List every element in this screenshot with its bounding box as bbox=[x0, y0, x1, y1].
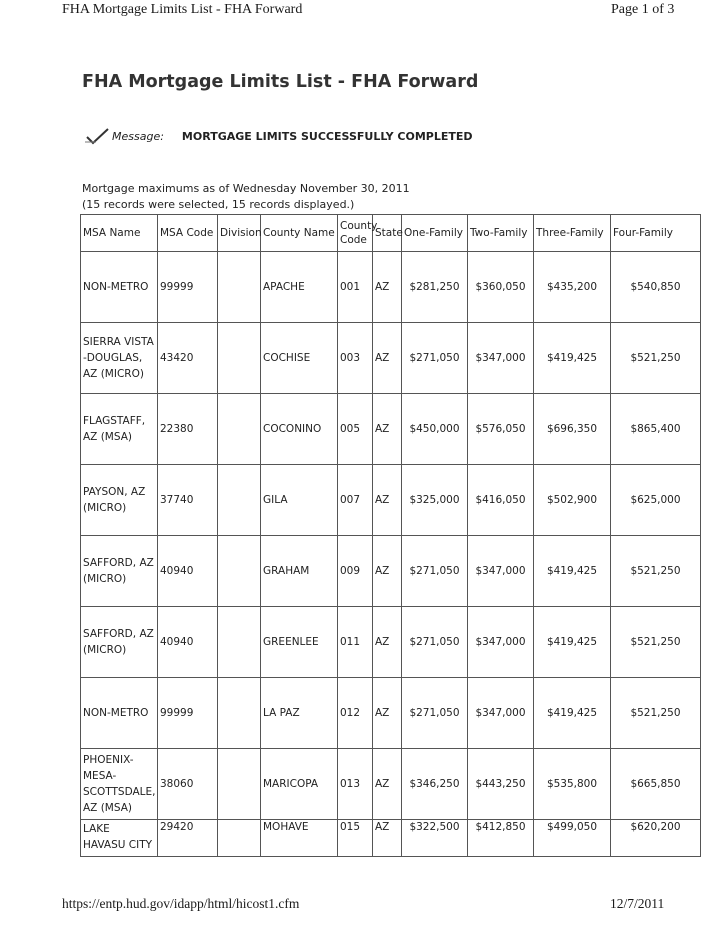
table-header-row bbox=[81, 215, 701, 252]
cell-msa-code: 37740 bbox=[158, 465, 218, 536]
cell-one-family: $271,050 bbox=[402, 607, 468, 678]
limits-table-container bbox=[80, 214, 681, 902]
cell-msa-code: 38060 bbox=[158, 749, 218, 820]
cell-state: AZ bbox=[373, 536, 402, 607]
cell-two-family: $360,050 bbox=[468, 252, 534, 323]
cell-msa-name: SAFFORD, AZ (MICRO) bbox=[81, 536, 158, 607]
cell-one-family: $346,250 bbox=[402, 749, 468, 820]
cell-three-family: $419,425 bbox=[534, 323, 611, 394]
check-icon bbox=[84, 127, 110, 145]
cell-county-name: APACHE bbox=[261, 252, 338, 323]
cell-division bbox=[218, 465, 261, 536]
cell-msa-code: 43420 bbox=[158, 323, 218, 394]
cell-msa-name: LAKE HAVASU CITY bbox=[81, 820, 158, 857]
cell-county-name: COCONINO bbox=[261, 394, 338, 465]
cell-one-family: $322,500 bbox=[402, 820, 468, 857]
cell-msa-code: 22380 bbox=[158, 394, 218, 465]
cell-two-family: $347,000 bbox=[468, 678, 534, 749]
cell-division bbox=[218, 252, 261, 323]
cell-msa-code: 29420 bbox=[158, 820, 218, 857]
status-message bbox=[84, 127, 473, 145]
cell-county-code: 015 bbox=[338, 820, 373, 857]
cell-county-code: 013 bbox=[338, 749, 373, 820]
cell-three-family: $419,425 bbox=[534, 536, 611, 607]
cell-four-family: $540,850 bbox=[611, 252, 701, 323]
page-title: FHA Mortgage Limits List - FHA Forward bbox=[82, 72, 479, 92]
print-header-page: Page 1 of 3 bbox=[611, 2, 675, 17]
as-of-date: Mortgage maximums as of Wednesday November 30, 2011 bbox=[82, 182, 410, 195]
cell-msa-code: 99999 bbox=[158, 252, 218, 323]
cell-county-name: MARICOPA bbox=[261, 749, 338, 820]
footer-url: https://entp.hud.gov/idapp/html/hicost1.cfm bbox=[62, 896, 300, 911]
table-row bbox=[81, 323, 701, 394]
cell-four-family: $521,250 bbox=[611, 536, 701, 607]
cell-four-family: $521,250 bbox=[611, 607, 701, 678]
header-county-name: County Name bbox=[261, 215, 338, 252]
cell-four-family: $521,250 bbox=[611, 678, 701, 749]
cell-four-family: $865,400 bbox=[611, 394, 701, 465]
header-msa-name: MSA Name bbox=[81, 215, 158, 252]
message-text: MORTGAGE LIMITS SUCCESSFULLY COMPLETED bbox=[181, 129, 473, 143]
cell-county-code: 005 bbox=[338, 394, 373, 465]
cell-county-code: 007 bbox=[338, 465, 373, 536]
cell-division bbox=[218, 607, 261, 678]
cell-division bbox=[218, 394, 261, 465]
cell-msa-name: FLAGSTAFF, AZ (MSA) bbox=[81, 394, 158, 465]
cell-state: AZ bbox=[373, 820, 402, 857]
print-header-title: FHA Mortgage Limits List - FHA Forward bbox=[62, 2, 303, 17]
cell-one-family: $325,000 bbox=[402, 465, 468, 536]
cell-one-family: $271,050 bbox=[402, 536, 468, 607]
cell-one-family: $281,250 bbox=[402, 252, 468, 323]
header-one-family: One-Family bbox=[402, 215, 468, 252]
table-row bbox=[81, 607, 701, 678]
footer-date: 12/7/2011 bbox=[610, 896, 665, 911]
cell-division bbox=[218, 820, 261, 857]
cell-state: AZ bbox=[373, 465, 402, 536]
cell-two-family: $412,850 bbox=[468, 820, 534, 857]
cell-division bbox=[218, 536, 261, 607]
table-row bbox=[81, 252, 701, 323]
header-msa-code: MSA Code bbox=[158, 215, 218, 252]
cell-msa-name: NON-METRO bbox=[81, 252, 158, 323]
cell-county-code: 012 bbox=[338, 678, 373, 749]
cell-county-name: COCHISE bbox=[261, 323, 338, 394]
cell-msa-code: 40940 bbox=[158, 536, 218, 607]
cell-one-family: $271,050 bbox=[402, 678, 468, 749]
cell-msa-code: 40940 bbox=[158, 607, 218, 678]
cell-county-code: 003 bbox=[338, 323, 373, 394]
cell-county-name: LA PAZ bbox=[261, 678, 338, 749]
cell-county-name: GREENLEE bbox=[261, 607, 338, 678]
cell-msa-code: 99999 bbox=[158, 678, 218, 749]
cell-three-family: $696,350 bbox=[534, 394, 611, 465]
cell-county-code: 009 bbox=[338, 536, 373, 607]
cell-state: AZ bbox=[373, 252, 402, 323]
cell-two-family: $347,000 bbox=[468, 536, 534, 607]
header-division: Division bbox=[218, 215, 261, 252]
table-row bbox=[81, 820, 701, 857]
cell-msa-name: SIERRA VISTA -DOUGLAS, AZ (MICRO) bbox=[81, 323, 158, 394]
table-row bbox=[81, 465, 701, 536]
table-row bbox=[81, 749, 701, 820]
cell-state: AZ bbox=[373, 749, 402, 820]
cell-two-family: $347,000 bbox=[468, 607, 534, 678]
cell-four-family: $521,250 bbox=[611, 323, 701, 394]
cell-four-family: $620,200 bbox=[611, 820, 701, 857]
cell-county-name: MOHAVE bbox=[261, 820, 338, 857]
cell-three-family: $499,050 bbox=[534, 820, 611, 857]
header-three-family: Three-Family bbox=[534, 215, 611, 252]
cell-three-family: $435,200 bbox=[534, 252, 611, 323]
cell-three-family: $535,800 bbox=[534, 749, 611, 820]
cell-two-family: $576,050 bbox=[468, 394, 534, 465]
cell-division bbox=[218, 323, 261, 394]
cell-three-family: $419,425 bbox=[534, 607, 611, 678]
cell-state: AZ bbox=[373, 394, 402, 465]
header-county-code: County Code bbox=[338, 215, 373, 252]
cell-one-family: $271,050 bbox=[402, 323, 468, 394]
cell-msa-name: PAYSON, AZ (MICRO) bbox=[81, 465, 158, 536]
cell-county-code: 011 bbox=[338, 607, 373, 678]
table-row bbox=[81, 678, 701, 749]
cell-three-family: $502,900 bbox=[534, 465, 611, 536]
cell-county-name: GRAHAM bbox=[261, 536, 338, 607]
cell-county-name: GILA bbox=[261, 465, 338, 536]
cell-state: AZ bbox=[373, 607, 402, 678]
cell-msa-name: SAFFORD, AZ (MICRO) bbox=[81, 607, 158, 678]
header-two-family: Two-Family bbox=[468, 215, 534, 252]
cell-state: AZ bbox=[373, 323, 402, 394]
table-row bbox=[81, 394, 701, 465]
header-state: State bbox=[373, 215, 402, 252]
cell-two-family: $416,050 bbox=[468, 465, 534, 536]
cell-county-code: 001 bbox=[338, 252, 373, 323]
cell-division bbox=[218, 678, 261, 749]
cell-four-family: $665,850 bbox=[611, 749, 701, 820]
cell-division bbox=[218, 749, 261, 820]
records-count: (15 records were selected, 15 records displayed.) bbox=[82, 198, 355, 211]
header-four-family: Four-Family bbox=[611, 215, 701, 252]
table-row bbox=[81, 536, 701, 607]
cell-msa-name: PHOENIX-MESA-SCOTTSDALE, AZ (MSA) bbox=[81, 749, 158, 820]
cell-two-family: $443,250 bbox=[468, 749, 534, 820]
message-label: Message: bbox=[112, 129, 164, 143]
cell-three-family: $419,425 bbox=[534, 678, 611, 749]
cell-two-family: $347,000 bbox=[468, 323, 534, 394]
limits-table bbox=[80, 214, 701, 857]
cell-msa-name: NON-METRO bbox=[81, 678, 158, 749]
cell-one-family: $450,000 bbox=[402, 394, 468, 465]
cell-state: AZ bbox=[373, 678, 402, 749]
cell-four-family: $625,000 bbox=[611, 465, 701, 536]
